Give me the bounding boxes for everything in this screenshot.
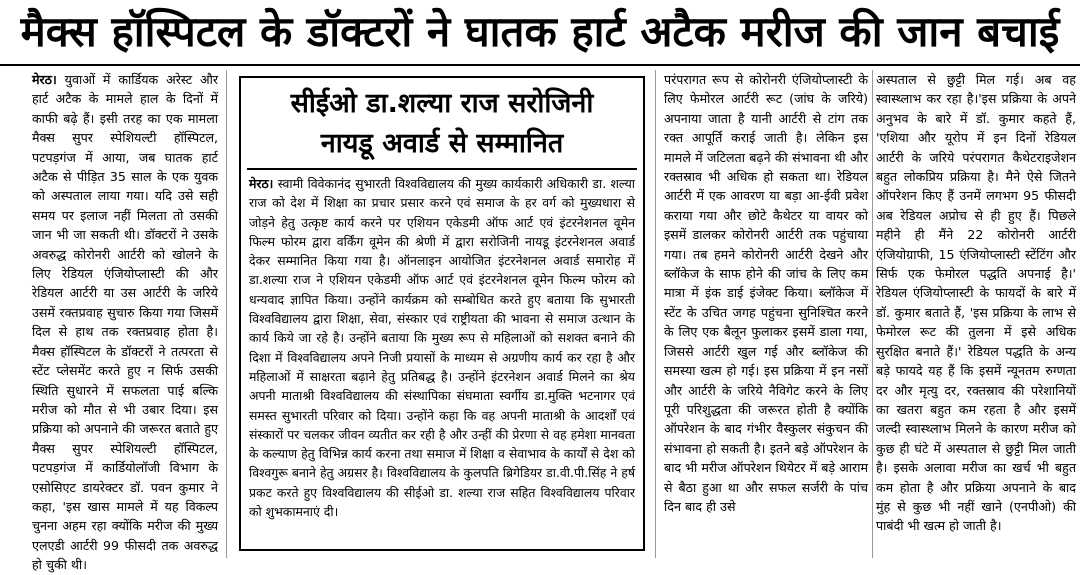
column-separator bbox=[872, 70, 873, 558]
headline: मैक्स हॉस्पिटल के डॉक्टरों ने घातक हार्ट अटैक मरीज की जान बचाई bbox=[20, 7, 1060, 56]
article-paragraph bbox=[32, 70, 218, 575]
box-text: स्वामी विवेकानंद सुभारती विश्वविद्यालय की मुख्य कार्यकारी अधिकारी डा. शल्या राज को देश में शिक्षा का प्रचार प्रसार करने एवं समाज के हर वर्ग को मुख्यधारा से जोड़ने हेतु उत्कृष्ट कार्य करने पर एशियन एकेडमी ऑफ आर्ट एवं इंटरनेशनल वूमेन फिल्म फोरम द्वारा वर्किंग वूमेन की श्रेणी में द्वारा सरोजिनी नायडू इंटरनेशनल अवार्ड देकर सम्मानित किया गया है। ऑनलाइन आयोजित इंटरनेशनल अवार्ड समारोह में डा.शल्या राज ने एशियन एकेडमी ऑफ आर्ट एवं इंटरनेशनल वूमेन फिल्म फोरम को धन्यवाद ज्ञापित किया। उन्होंने कार्यक्रम को सम्बोधित करते हुए बताया कि सुभारती विश्वविद्यालय द्वारा शिक्षा, सेवा, संस्कार एवं राष्ट्रीयता की भावना से समाज उत्थान के कार्य किये जा रहे है। उन्होंने बताया कि मुख्य रूप से महिलाओं को सशक्त बनाने की दिशा में विश्वविद्यालय अपने निजी प्रयासों के माध्यम से अग्रणीय कार्य कर रहा है और महिलाओं में साक्षरता बढ़ाने हेतु प्रतिबद्ध है। उन्होंने इंटरनेशन अवार्ड मिलने का श्रेय अपनी माताश्री विश्वविद्यालय की संस्थापिका संघमाता स्वर्गीय डा.मुक्ति भटनागर एवं समस्त सुभारती परिवार को दिया। उन्होंने कहा कि वह अपनी माताश्री के आदर्शों एवं संस्कारों पर चलकर जीवन व्यतीत कर रही है और उन्हीं की प्रेरणा से वह हमेशा मानवता के कल्याण हेतु विभिन्न कार्य करना तथा समाज में शिक्षा व सेवाभाव के कार्यों से देश को विश्वगुरू बनाने हेतु अग्रसर है। विश्वविद्यालय के कुलपति ब्रिगेडियर डा.वी.पी.सिंह ने हर्ष प्रकट करते हुए विश्वविद्यालय की सीईओ डा. शल्या राज सहित विश्वविद्यालय परिवार को शुभकामनाएं दी। bbox=[249, 176, 635, 520]
box-headline-line-2: नायडू अवार्ड से सम्मानित bbox=[320, 128, 564, 159]
box-headline bbox=[247, 84, 637, 164]
article-text: अस्पताल से छुट्टी मिल गई। अब वह स्वास्थ्लाभ कर रहा है।'इस प्रक्रिया के अपने अनुभव के बारे में डॉ. कुमार कहते हैं, 'एशिया और यूरोप में इन दिनों रेडियल आर्टरी के जरिये परंपरागत कैथेटराइजेशन बहुत लोकप्रिय प्रक्रिया है। मैने ऐसे जितने ऑपरेशन किए हैं उनमें लगभग 95 फीसदी अब रेडियल अप्रोच से ही हुए हैं। पिछले महीने ही मैंने 22 कोरोनरी आर्टरी एंजियोग्राफी, 15 एंजियोप्लास्टी स्टेंटिंग और सिर्फ एक फेमोरल पद्धति अपनाई है।' रेडियल एंजियोप्लास्टी के फायदों के बारे में डॉ. कुमार बताते हैं, 'इस प्रक्रिया के लाभ से फेमोरल रूट की तुलना में इसे अधिक सुरक्षित बनाते हैं।' रेडियल पद्धति के अन्य बड़े फायदे यह हैं कि इसमें न्यूनतम रुग्णता दर और मृत्यु दर, रक्तस्राव की परेशानियों का खतरा बहुत कम रहता है और इसमें जल्दी स्वास्थ्लाभ मिलने के कारण मरीज को कुछ ही घंटे में अस्पताल से छुट्टी मिल जाती है। इसके अलावा मरीज का खर्च भी बहुत कम होता है और प्रक्रिया अपनाने के बाद मुंह से कुछ भी नहीं खाने (एनपीओ) की पाबंदी भी खत्म हो जाती है। bbox=[876, 72, 1076, 534]
dateline: मेरठ। bbox=[32, 72, 57, 87]
headline-rule bbox=[0, 64, 1080, 66]
article-column-4 bbox=[876, 70, 1076, 558]
column-separator bbox=[655, 70, 656, 558]
column-separator bbox=[226, 70, 227, 558]
article-text: युवाओं में कार्डियक अरेस्ट और हार्ट अटैक के मामले हाल के दिनों में काफी बढ़े हैं। इसी तरह का एक मामला मैक्स सुपर स्पेशियल्टी हॉस्पिटल, पटपड़गंज में आया, जब घातक हार्ट अटैक से पीड़ित 35 साल के एक युवक को अस्पताल लाया गया। यदि उसे सही समय पर इलाज नहीं मिलता तो उसकी जान भी जा सकती थी। डॉक्टरों ने उसके अवरुद्ध कोरोनरी आर्टरी को खोलने के लिए रेडियल एंजियोप्लास्टी की और रेडियल आर्टरी या उस आर्टरी के जरिये उसमें रक्तप्रवाह सुचारु किया गया जिसमें दिल से हाथ तक रक्तप्रवाह होता है। मैक्स हॉस्पिटल के डॉक्टरों ने तत्परता से स्टेंट प्लेसमेंट करते हुए न सिर्फ उसकी स्थिति सुधारने में सफलता पाई बल्कि मरीज को मौत से भी उबार दिया। इस प्रक्रिया को अपनाने की जरूरत बताते हुए मैक्स सुपर स्पेशियल्टी हॉस्पिटल, पटपड़गंज में कार्डियोलॉजी विभाग के एसोसिएट डायरेक्टर डॉ. पवन कुमार ने कहा, 'इस खास मामले में यह विकल्प चुनना अहम रहा क्योंकि मरीज की मुख्य एलएडी आर्टरी 99 फीसदी तक अवरुद्ध हो चुकी थी। bbox=[32, 72, 218, 573]
box-paragraph bbox=[249, 174, 635, 521]
article-column-1 bbox=[32, 70, 218, 573]
article-text: परंपरागत रूप से कोरोनरी एंजियोप्लास्टी के लिए फेमोरल आर्टरी रूट (जांघ के जरिये) अपनाया जाता है यानी आर्टरी से टांग तक रक्त आपूर्ति कराई जाती है। लेकिन इस मामले में जटिलता बढ़ने की संभावना थी और रक्तस्राव भी अधिक हो सकता था। रेडियल आर्टरी में एक आवरण या बड़ा आ-ईवी प्रवेश कराया गया और छोटे कैथेटर या वायर को इसमें डालकर कोरोनरी आर्टरी तक पहुंचाया गया। तब हमने कोरोनरी आर्टरी देखने और ब्लॉकेज के साफ होने की जांच के लिए कम मात्रा में इंक डाई इंजेक्ट किया। ब्लॉकेज में स्टेंट के उचित जगह पहुंचना सुनिश्चित करने के लिए एक बैलून फुलाकर इसमें डाला गया, जिससे आर्टरी खुल गई और ब्लॉकेज की समस्या खत्म हो गई। इस प्रक्रिया में इन नसों और आर्टरी के जरिये नैविगेट करने के लिए पूरी परिशुद्धता की जरूरत होती है क्योंकि ऑपरेशन के बाद गंभीर वैस्कुलर संकुचन की संभावना हो सकती है। इतने बड़े ऑपरेशन के बाद भी मरीज ऑपरेशन थियेटर में बड़े आराम से बैठा हुआ था और सफल सर्जरी के पांच दिन बाद ही उसे bbox=[664, 72, 868, 514]
box-body bbox=[249, 174, 635, 546]
box-dateline: मेरठ। bbox=[249, 176, 274, 191]
box-rule bbox=[247, 168, 637, 170]
box-headline-line-1: सीईओ डा.शल्या राज सरोजिनी bbox=[290, 88, 594, 119]
award-news-box bbox=[239, 76, 645, 551]
article-column-3 bbox=[664, 70, 868, 558]
